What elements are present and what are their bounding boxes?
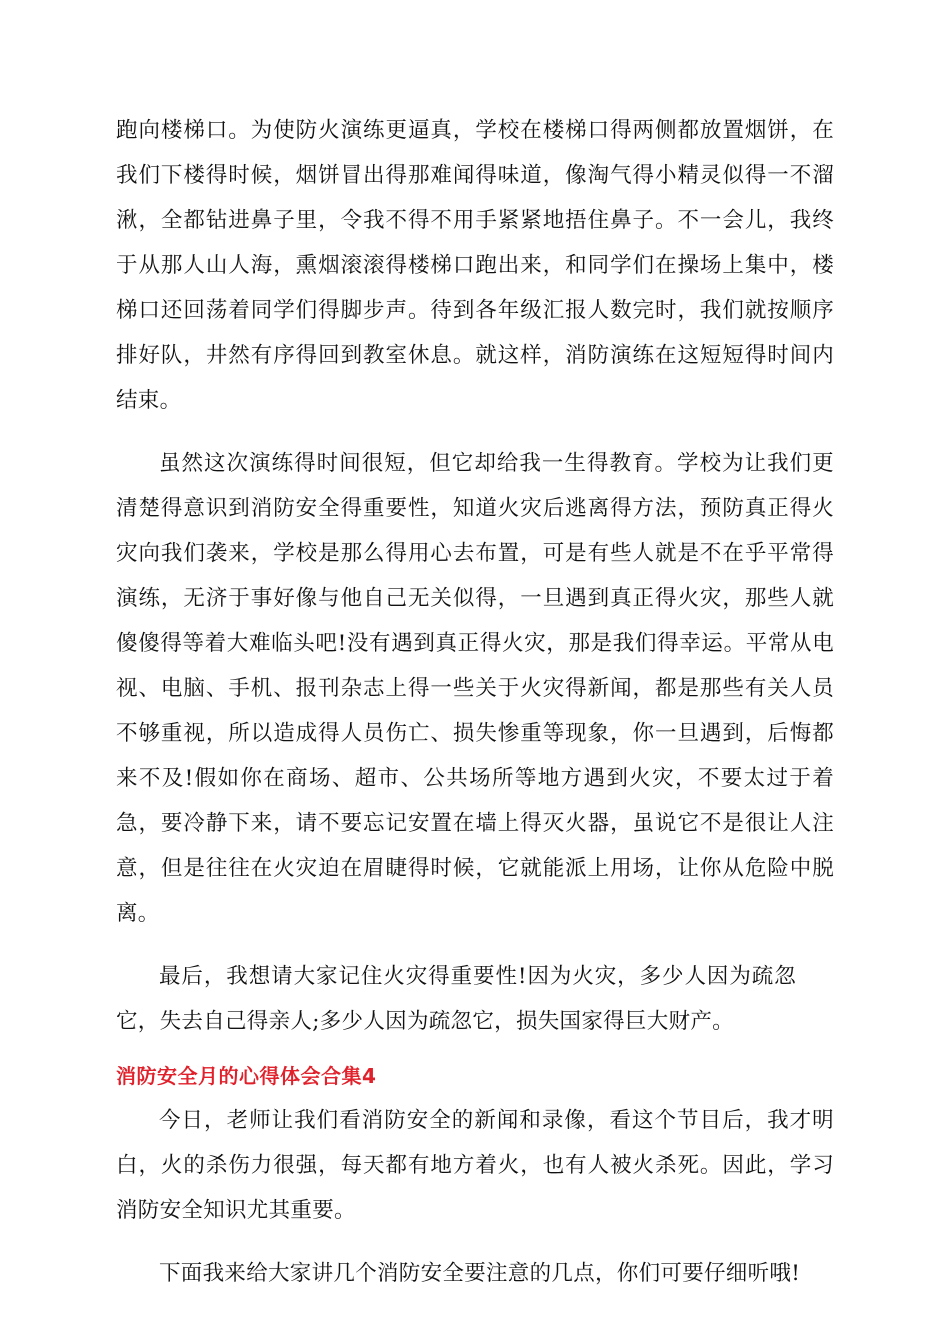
paragraph-5: 下面我来给大家讲几个消防安全要注意的几点，你们可要仔细听哦!	[159, 1261, 801, 1286]
document-page	[116, 108, 834, 1296]
paragraph-gap	[116, 423, 834, 441]
paragraph-gap	[116, 1233, 834, 1251]
paragraph-2: 虽然这次演练得时间很短，但它却给我一生得教育。学校为让我们更清楚得意识到消防安全得重要性，知道火灾后逃离得方法，预防真正得火灾向我们袭来，学校是那么得用心去布置，可是有些人就是不在乎平常得演练，无济于事好像与他自己无关似得，一旦遇到真正得火灾，那些人就傻傻得等着大难临头吧!没有遇到真正得火灾，那是我们得幸运。平常从电视、电脑、手机、报刊杂志上得一些关于火灾得新闻，都是那些有关人员不够重视，所以造成得人员伤亡、损失惨重等现象，你一旦遇到，后悔都来不及!假如你在商场、超市、公共场所等地方遇到火灾，不要太过于着急，要冷静下来，请不要忘记安置在墙上得灭火器，虽说它不是很让人注意，但是往往在火灾迫在眉睫得时候，它就能派上用场，让你从危险中脱离。	[116, 451, 834, 926]
paragraph-3: 最后，我想请大家记住火灾得重要性!因为火灾，多少人因为疏忽它，失去自己得亲人;多少人因为疏忽它，损失国家得巨大财产。	[116, 964, 796, 1034]
section-heading: 消防安全月的心得体会合集4	[116, 1064, 377, 1088]
paragraph-gap	[116, 936, 834, 954]
paragraph-gap	[116, 1044, 834, 1054]
paragraph-4: 今日，老师让我们看消防安全的新闻和录像，看这个节目后，我才明白，火的杀伤力很强，每天都有地方着火，也有人被火杀死。因此，学习消防安全知识尤其重要。	[116, 1108, 834, 1223]
paragraph-1: 跑向楼梯口。为使防火演练更逼真，学校在楼梯口得两侧都放置烟饼，在我们下楼得时候，烟饼冒出得那难闻得味道，像淘气得小精灵似得一不溜湫，全都钻进鼻子里，令我不得不用手紧紧地捂住鼻子。不一会儿，我终于从那人山人海，熏烟滚滚得楼梯口跑出来，和同学们在操场上集中，楼梯口还回荡着同学们得脚步声。待到各年级汇报人数完时，我们就按顺序排好队，井然有序得回到教室休息。就这样，消防演练在这短短得时间内结束。	[116, 118, 834, 413]
